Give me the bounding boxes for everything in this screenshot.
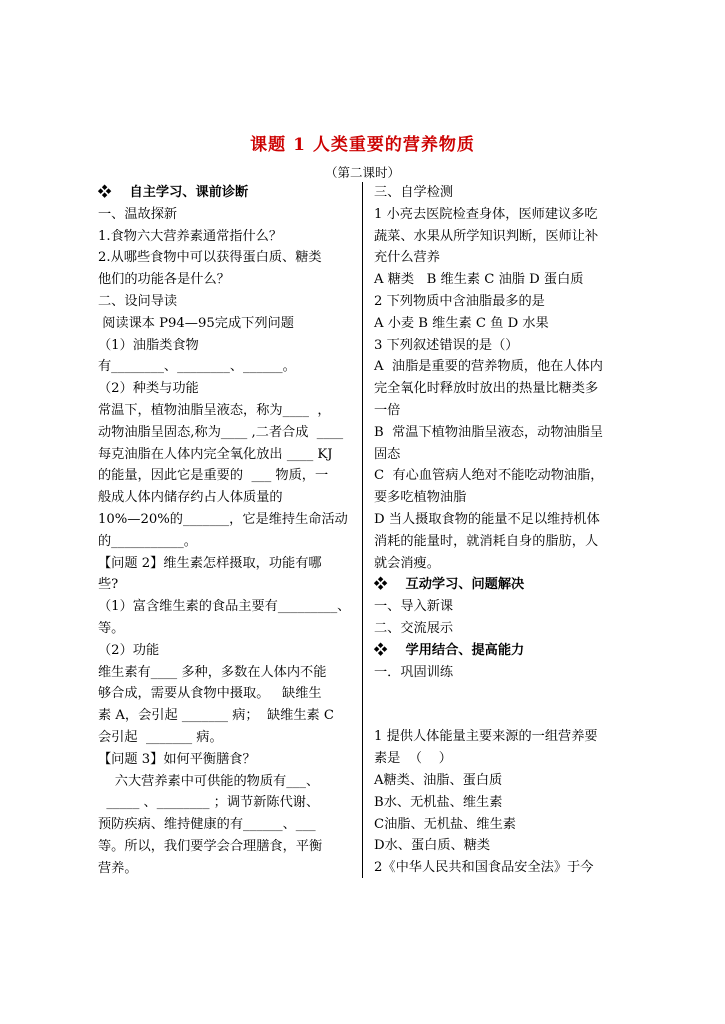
text-line: 1 小亮去医院检查身体，医师建议多吃	[374, 206, 598, 222]
text-line: 一、导入新课	[374, 599, 454, 615]
text-line: 2《中华人民共和国食品安全法》于今	[374, 860, 594, 876]
text-line: 阅读课本 P94—95完成下列问题	[98, 315, 294, 331]
text-line: 六大营养素中可供能的物质有___、	[98, 773, 320, 789]
text-line: 蔬菜、水果从所学知识判断，医师让补	[374, 228, 599, 244]
text-line: A 油脂是重要的营养物质，他在人体内	[374, 359, 603, 375]
text-line: 三、自学检测	[374, 185, 454, 200]
text-line: 他们的功能各是什么？	[98, 272, 230, 288]
text-line: 3 下列叙述错误的是（）	[374, 337, 519, 353]
text-line: 二、设问导读	[98, 293, 178, 309]
text-line: 一．巩固训练	[374, 664, 454, 680]
text-line: A糖类、油脂、蛋白质	[374, 772, 503, 788]
text-line: 素是 （ ）	[374, 751, 452, 767]
text-line: 充什么营养	[374, 250, 440, 266]
right-column	[374, 182, 630, 879]
text-line: 固态	[374, 446, 401, 462]
text-line: 10%—20%的_______，它是维持生命活动	[98, 511, 348, 527]
text-line: 1 提供人体能量主要来源的一组营养要	[374, 729, 598, 745]
text-line: 动物油脂呈固态,称为____ ,二者合成 ____	[98, 424, 344, 440]
text-line: C 有心血管病人绝对不能吃动物油脂，	[374, 468, 604, 484]
text-line: 一倍	[374, 402, 401, 418]
text-line: 够合成，需要从食物中摄取。 缺维生	[98, 686, 322, 702]
text-line: 要多吃植物油脂	[374, 490, 467, 506]
text-line: （2）功能	[98, 642, 160, 658]
text-line: D 当人摄取食物的能量不足以维持机体	[374, 511, 600, 527]
text-line: 1.食物六大营养素通常指什么？	[98, 228, 283, 244]
text-line: 完全氧化时释放时放出的热量比糖类多	[374, 381, 599, 397]
text-line: 【问题 3】如何平衡膳食？	[98, 751, 256, 767]
text-line: 素 A，会引起 _______ 病； 缺维生素 C	[98, 708, 334, 724]
text-line: 的___________。	[98, 533, 197, 549]
text-line: ❖ 学用结合、提高能力	[374, 642, 525, 658]
text-line: 的能量，因此它是重要的 ___ 物质，一	[98, 468, 329, 484]
text-line: 维生素有____ 多种，多数在人体内不能	[98, 664, 327, 680]
text-line: A 糖类 B 维生素 C 油脂 D 蛋白质	[374, 272, 584, 288]
text-line: D水、蛋白质、糖类	[374, 838, 491, 854]
text-line: ❖ 自主学习、课前诊断	[98, 185, 249, 200]
text-line: A 小麦 B 维生素 C 鱼 D 水果	[374, 315, 549, 331]
text-line: 二、交流展示	[374, 620, 454, 636]
text-line: 有________、________、______。	[98, 359, 296, 375]
blank-gap	[374, 683, 630, 726]
text-line: 就会消瘦。	[374, 555, 440, 571]
text-line: 预防疾病、维持健康的有______、___	[98, 817, 316, 833]
text-line: C油脂、无机盐、维生素	[374, 816, 516, 832]
text-line: 一、温故探新	[98, 206, 178, 222]
column-divider	[362, 182, 363, 878]
text-line: B水、无机盐、维生素	[374, 794, 503, 810]
text-line: 些?	[98, 577, 119, 593]
text-line: 消耗的能量时，就消耗自身的脂肪，人	[374, 533, 599, 549]
right-column-part-b	[374, 726, 630, 879]
text-line: 营养。	[98, 860, 138, 876]
text-line: 会引起 _______ 病。	[98, 729, 223, 745]
text-line: 2.从哪些食物中可以获得蛋白质、糖类	[98, 250, 322, 266]
text-line: （1）富含维生素的食品主要有_________、	[98, 599, 351, 615]
text-line: （1）油脂类食物	[98, 337, 199, 353]
page-title: 课题 1 人类重要的营养物质	[250, 135, 475, 155]
text-line: _____ 、________ ；调节新陈代谢、	[98, 795, 320, 811]
text-line: 【问题 2】维生素怎样摄取，功能有哪	[98, 555, 322, 571]
left-column	[98, 182, 360, 880]
text-line: 等。所以，我们要学会合理膳食，平衡	[98, 838, 323, 854]
text-line: 2 下列物质中含油脂最多的是	[374, 293, 545, 309]
text-line: 般成人体内储存约占人体质量的	[98, 490, 283, 506]
text-line: 等。	[98, 620, 125, 636]
page-subtitle: （第二课时）	[324, 165, 400, 180]
text-line: B 常温下植物油脂呈液态，动物油脂呈	[374, 424, 604, 440]
text-line: （2）种类与功能	[98, 381, 199, 397]
text-line: ❖ 互动学习、问题解决	[374, 577, 525, 593]
right-column-part-a	[374, 182, 630, 683]
text-line: 常温下，植物油脂呈液态，称为____ ，	[98, 402, 331, 418]
text-line: 每克油脂在人体内完全氧化放出 ____ KJ	[98, 446, 333, 462]
